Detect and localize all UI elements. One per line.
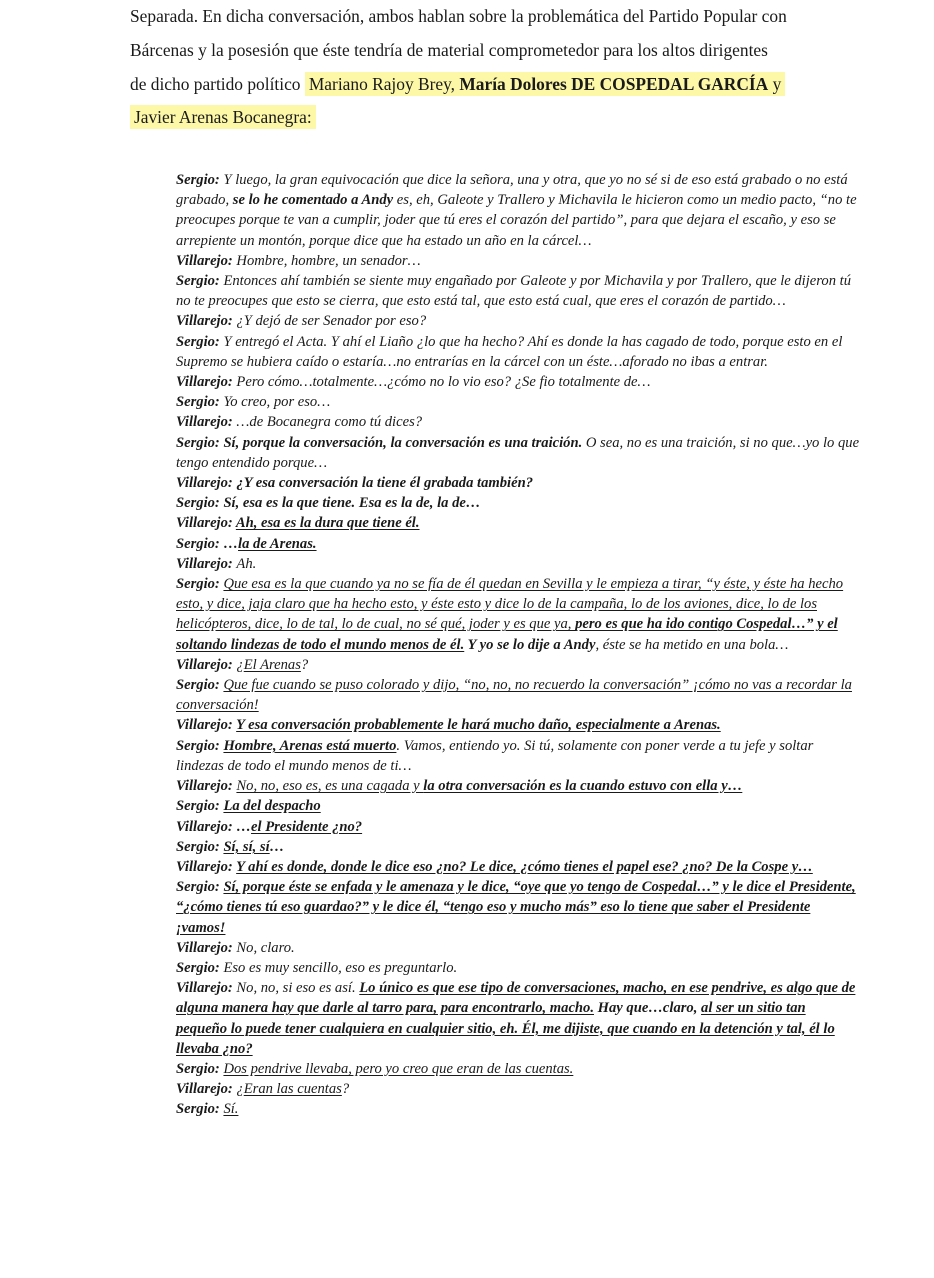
dialog-text: ? xyxy=(341,1081,350,1098)
speaker-label: Sergio: xyxy=(176,434,220,451)
dialog-text: Sí, porque éste se enfada y le amenaza y le dice, “oye que yo tengo de Cospedal…” y le dice el Presidente, “¿cómo tienes tú eso guardao?” y le dice él, “tengo eso y mucho más” eso lo tiene que saber el Presidente ¡vamos! xyxy=(176,879,856,936)
speaker-label: Villarejo: xyxy=(176,1081,233,1098)
dialog-text: Lo único es que ese tipo de conversaciones, macho, en ese pendrive, es algo que de alguna manera hay que darle al tarro para, para encontrarlo, macho. xyxy=(176,980,856,1017)
dialog-turn xyxy=(176,534,860,554)
speaker-label: Villarejo: xyxy=(176,374,233,391)
dialog-turn xyxy=(176,372,860,392)
dialog-turn xyxy=(176,1099,860,1119)
dialog-text: Sí. xyxy=(223,1101,239,1118)
speaker-label: Villarejo: xyxy=(176,414,233,431)
dialog-text: se lo he comentado a Andy xyxy=(232,192,394,209)
dialog-text: Yo creo, por eso… xyxy=(223,394,331,411)
speaker-label: Sergio: xyxy=(176,576,220,593)
dialog-turn xyxy=(176,1079,860,1099)
dialog-text: Y luego, la gran equivocación que dice la señora, una y otra, que yo no sé si de eso está grabado o no está grabado, xyxy=(176,172,848,209)
dialog-turn xyxy=(176,311,860,331)
speaker-label: Sergio: xyxy=(176,1101,220,1118)
dialog-text: Y esa conversación probablemente le hará mucho daño, especialmente a Arenas. xyxy=(236,717,721,734)
speaker-label: Sergio: xyxy=(176,959,220,976)
dialog-turn xyxy=(176,554,860,574)
intro-text: de dicho partido político xyxy=(130,73,305,94)
dialog-turn xyxy=(176,837,860,857)
dialog-turn xyxy=(176,675,860,715)
dialog-turn xyxy=(176,433,860,473)
dialog-turn xyxy=(176,1059,860,1079)
dialog-text: Y yo se lo dije a Andy xyxy=(464,636,596,653)
speaker-label: Villarejo: xyxy=(176,939,233,956)
name-rajoy: Mariano Rajoy Brey, xyxy=(308,73,460,94)
dialog-turn xyxy=(176,251,860,271)
dialog-text: Que fue cuando se puso colorado y dijo, “no, no, no recuerdo la conversación” ¡cómo no vas a recordar la conversación! xyxy=(176,677,852,714)
dialog-text: No, no, si eso es así. xyxy=(236,980,360,997)
speaker-label: Sergio: xyxy=(176,838,220,855)
dialog-text: … xyxy=(269,838,285,855)
dialog-text: … xyxy=(223,535,239,552)
dialog-turn xyxy=(176,958,860,978)
dialog-text: O sea, no es una traición, si no que…yo lo que tengo entendido porque… xyxy=(176,434,860,471)
dialog-text: Eso es muy sencillo, eso es preguntarlo. xyxy=(223,959,458,976)
name-arenas: Javier Arenas Bocanegra: xyxy=(130,105,316,129)
dialog-text: Y entregó el Acta. Y ahí el Liaño ¿lo que ha hecho? Ahí es donde la has cagado de todo, porque esto en el Supremo se hubiera caído o estaría…no entrarías en la cárcel con un éste…aforado no ibas a entrar. xyxy=(176,333,843,370)
dialog-text: , éste se ha metido en una bola… xyxy=(595,636,789,653)
dialog-turn xyxy=(176,574,860,655)
dialog-text: No, no, eso es, es una cagada y xyxy=(236,778,424,795)
speaker-label: Villarejo: xyxy=(176,656,233,673)
dialog-text: Ah, esa es la dura que tiene él. xyxy=(235,515,420,532)
dialog-text: ¿ xyxy=(236,656,244,673)
name-separator: y xyxy=(768,73,782,94)
speaker-label: Villarejo: xyxy=(176,858,233,875)
dialog-turn xyxy=(176,978,860,1059)
dialog-turn xyxy=(176,332,860,372)
dialog-text: el Presidente ¿no? xyxy=(251,818,363,835)
dialog-turn xyxy=(176,271,860,311)
dialog-turn xyxy=(176,857,860,877)
speaker-label: Villarejo: xyxy=(176,980,233,997)
dialog-turn xyxy=(176,817,860,837)
speaker-label: Sergio: xyxy=(176,535,220,552)
dialog-text: La del despacho xyxy=(223,798,321,815)
dialog-text: Ah. xyxy=(236,555,257,572)
dialog-turn xyxy=(176,513,860,533)
dialog-text: es, eh, Galeote y Trallero y Michavila le hicieron como un medio pacto, “no te preocupes porque te van a cumplir, joder que tú eres el corazón del partido”, para que dejara el escaño, y eso se arrepiente un montón, porque dice que ha estado un año en la cárcel… xyxy=(176,192,857,249)
speaker-label: Villarejo: xyxy=(176,818,233,835)
intro-line: Separada. En dicha conversación, ambos hablan sobre la problemática del Partido Popular con xyxy=(130,6,787,26)
dialog-turn xyxy=(176,877,860,938)
intro-paragraph xyxy=(130,0,900,135)
intro-line xyxy=(130,68,900,102)
dialog-turn xyxy=(176,392,860,412)
speaker-label: Villarejo: xyxy=(176,555,233,572)
dialog-text: . Vamos, entiendo yo. Si tú, solamente con poner verde a tu jefe y soltar lindezas de todo el mundo menos de ti… xyxy=(176,737,814,774)
speaker-label: Sergio: xyxy=(176,1060,220,1077)
dialog-text: ? xyxy=(300,656,309,673)
speaker-label: Villarejo: xyxy=(176,475,233,492)
speaker-label: Sergio: xyxy=(176,333,220,350)
dialog-text: Que esa es la que cuando ya no se fía de él quedan en Sevilla y le empieza a tirar, “y éste, y éste ha hecho esto, y dice, jaja claro que ha hecho esto, y éste esto y dice lo de la campaña, lo de los aviones, dice, lo de los helicópteros, dice, lo de tal, lo de cual, no sé qué, joder y es que ya, xyxy=(176,576,844,633)
dialog-turn xyxy=(176,715,860,735)
dialog-text: Sí, sí, sí xyxy=(223,838,270,855)
name-cospedal: María Dolores DE COSPEDAL GARCÍA xyxy=(459,73,769,94)
speaker-label: Villarejo: xyxy=(176,515,233,532)
dialog-text: Sí, esa es la que tiene. Esa es la de, la de… xyxy=(223,495,481,512)
intro-line xyxy=(130,101,900,135)
dialog-text: la otra conversación es la cuando estuvo con ella y… xyxy=(423,778,743,795)
dialog-turn xyxy=(176,412,860,432)
dialog-text: Eran las cuentas xyxy=(243,1081,342,1098)
dialog-turn xyxy=(176,473,860,493)
speaker-label: Sergio: xyxy=(176,879,220,896)
dialog-text: … xyxy=(236,818,252,835)
speaker-label: Sergio: xyxy=(176,394,220,411)
dialog-turn xyxy=(176,776,860,796)
speaker-label: Sergio: xyxy=(176,677,220,694)
dialog-text: al ser un sitio tan pequeño lo puede tener cualquiera en cualquier sitio, eh. Él, me dijiste, que cuando en la detención y tal, él lo llevaba ¿no? xyxy=(176,1000,835,1057)
speaker-label: Sergio: xyxy=(176,273,220,290)
dialog-text: Entonces ahí también se siente muy engañado por Galeote y por Michavila y por Trallero, que le dijeron tú no te preocupes que esto se cierra, que esto está tal, que esto está cual, que eres el corazón de partido… xyxy=(176,273,851,310)
speaker-label: Villarejo: xyxy=(176,778,233,795)
speaker-label: Villarejo: xyxy=(176,313,233,330)
dialog-text: pero es que ha ido contigo Cospedal…” y el soltando lindezas de todo el mundo menos de él. xyxy=(176,616,838,653)
speaker-label: Sergio: xyxy=(176,798,220,815)
dialog-text: Y ahí es donde, donde le dice eso ¿no? Le dice, ¿cómo tienes el papel ese? ¿no? De la Cospe y… xyxy=(236,858,813,875)
highlighted-names xyxy=(305,72,785,96)
speaker-label: Sergio: xyxy=(176,495,220,512)
dialog-text: Hay que…claro, xyxy=(594,1000,702,1017)
speaker-label: Sergio: xyxy=(176,172,220,188)
dialog-text: Sí, porque la conversación, la conversación es una traición. xyxy=(223,434,583,451)
dialog-text: …de Bocanegra como tú dices? xyxy=(236,414,423,431)
dialog-turn xyxy=(176,736,860,776)
dialog-turn xyxy=(176,170,860,251)
speaker-label: Villarejo: xyxy=(176,252,233,269)
dialog-text: ¿Y esa conversación la tiene él grabada también? xyxy=(236,475,533,492)
dialog-text: Dos pendrive llevaba, pero yo creo que eran de las cuentas. xyxy=(223,1060,574,1077)
dialog-turn xyxy=(176,493,860,513)
dialog-text: Hombre, Arenas está muerto xyxy=(223,737,397,754)
dialog-text: No, claro. xyxy=(236,939,295,956)
dialog-text: Pero cómo…totalmente…¿cómo no lo vio eso? ¿Se fio totalmente de… xyxy=(236,374,651,391)
dialog-text: ¿ xyxy=(236,1081,244,1098)
dialog-text: Hombre, hombre, un senador… xyxy=(236,252,421,269)
dialog-text: El Arenas xyxy=(243,656,301,673)
dialog-turn xyxy=(176,655,860,675)
dialog-text: ¿Y dejó de ser Senador por eso? xyxy=(236,313,427,330)
transcript xyxy=(176,170,860,1120)
intro-line: Bárcenas y la posesión que éste tendría de material comprometedor para los altos dirigentes xyxy=(130,39,768,60)
speaker-label: Sergio: xyxy=(176,737,220,754)
speaker-label: Villarejo: xyxy=(176,717,233,734)
dialog-turn xyxy=(176,796,860,816)
dialog-turn xyxy=(176,938,860,958)
dialog-text: la de Arenas. xyxy=(238,535,317,552)
